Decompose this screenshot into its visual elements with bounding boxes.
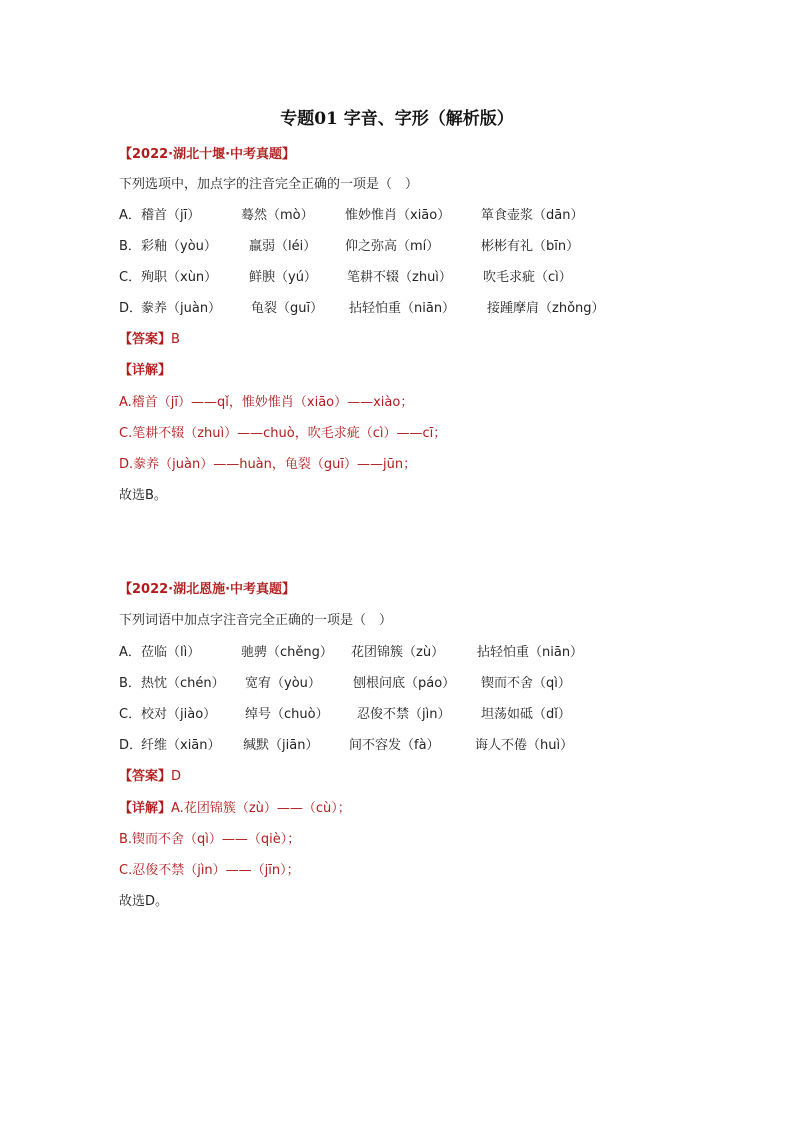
- option-item: 笔耕不辍（zhuì）: [347, 270, 452, 285]
- q1-option-b: [119, 239, 679, 255]
- option-item: 热忱（chén）: [141, 676, 225, 691]
- q1-explain-line: A.稽首（jī）——qǐ，惟妙惟肖（xiāo）——xiào；: [119, 395, 414, 410]
- q2-explain-line: C.忍俊不禁（jìn）——（jīn）；: [119, 863, 300, 878]
- answer-value: B: [171, 332, 180, 347]
- option-label: A．: [119, 208, 141, 223]
- option-label: D．: [119, 738, 143, 753]
- option-item: 间不容发（fà）: [349, 738, 440, 753]
- option-item: 龟裂（guī）: [251, 301, 324, 316]
- option-item: 宽宥（yòu）: [245, 676, 321, 691]
- option-item: 忍俊不禁（jìn）: [357, 707, 451, 722]
- option-item: 彩釉（yòu）: [141, 239, 217, 254]
- q1-stem: 下列选项中，加点字的注音完全正确的一项是（ ）: [119, 177, 419, 192]
- q1-option-d: [119, 301, 679, 317]
- option-item: 箪食壶浆（dān）: [481, 208, 584, 223]
- q2-stem: 下列词语中加点字注音完全正确的一项是（ ）: [119, 613, 393, 628]
- option-item: 稽首（jī）: [141, 208, 201, 223]
- q2-answer: [119, 769, 181, 785]
- option-item: 吹毛求疵（cì）: [483, 270, 572, 285]
- option-label: A．: [119, 645, 141, 660]
- q1-source: 【2022·湖北十堰·中考真题】: [119, 147, 296, 162]
- option-label: B．: [119, 239, 141, 254]
- q2-option-b: [119, 676, 679, 692]
- option-item: 羸弱（léi）: [249, 239, 317, 254]
- page-title: 专题01 字音、字形（解析版）: [280, 109, 514, 129]
- option-label: C．: [119, 270, 142, 285]
- q2-explain-row: [119, 801, 351, 817]
- option-item: 仰之弥高（mí）: [345, 239, 440, 254]
- q2-option-d: [119, 738, 679, 754]
- option-item: 绰号（chuò）: [245, 707, 329, 722]
- option-item: 纤维（xiān）: [141, 738, 221, 753]
- option-label: C．: [119, 707, 142, 722]
- q2-conclusion: 故选D。: [119, 894, 169, 909]
- q1-answer: [119, 332, 180, 348]
- q1-explain-line: C.笔耕不辍（zhuì）——chuò，吹毛求疵（cì）——cī；: [119, 426, 447, 441]
- option-item: 刨根问底（páo）: [353, 676, 456, 691]
- answer-tag: 【答案】: [119, 332, 172, 347]
- option-item: 殉职（xùn）: [141, 270, 218, 285]
- q2-explain-line: B.锲而不舍（qì）——（qiè）；: [119, 832, 301, 847]
- option-label: D．: [119, 301, 143, 316]
- option-item: 拈轻怕重（niān）: [349, 301, 456, 316]
- q2-option-c: [119, 707, 679, 723]
- option-item: 缄默（jiān）: [243, 738, 319, 753]
- option-item: 锲而不舍（qì）: [481, 676, 571, 691]
- option-item: 鲜腴（yú）: [249, 270, 317, 285]
- option-item: 拈轻怕重（niān）: [477, 645, 584, 660]
- option-item: 花团锦簇（zù）: [351, 645, 445, 660]
- explain-tag: 【详解】: [119, 801, 172, 816]
- option-item: 惟妙惟肖（xiāo）: [345, 208, 451, 223]
- answer-tag: 【答案】: [119, 769, 172, 784]
- q2-source: 【2022·湖北恩施·中考真题】: [119, 582, 296, 597]
- option-item: 接踵摩肩（zhǒng）: [487, 301, 605, 316]
- q1-explain-tag: 【详解】: [119, 363, 172, 378]
- option-item: 校对（jiào）: [141, 707, 217, 722]
- option-item: 坦荡如砥（dǐ）: [481, 707, 571, 722]
- option-item: 莅临（lì）: [141, 645, 201, 660]
- q2-option-a: [119, 645, 679, 661]
- option-label: B．: [119, 676, 141, 691]
- option-item: 彬彬有礼（bīn）: [481, 239, 580, 254]
- q1-conclusion: 故选B。: [119, 488, 167, 503]
- option-item: 豢养（juàn）: [141, 301, 222, 316]
- option-item: 诲人不倦（huì）: [475, 738, 574, 753]
- q1-option-c: [119, 270, 679, 286]
- q1-option-a: [119, 208, 679, 224]
- q1-explain-line: D.豢养（juàn）——huàn，龟裂（guī）——jūn；: [119, 457, 417, 472]
- q2-explain-line: A.花团锦簇（zù）——（cù）；: [171, 801, 351, 816]
- option-item: 蓦然（mò）: [241, 208, 314, 223]
- option-item: 驰骋（chěng）: [241, 645, 333, 660]
- answer-value: D: [171, 769, 182, 784]
